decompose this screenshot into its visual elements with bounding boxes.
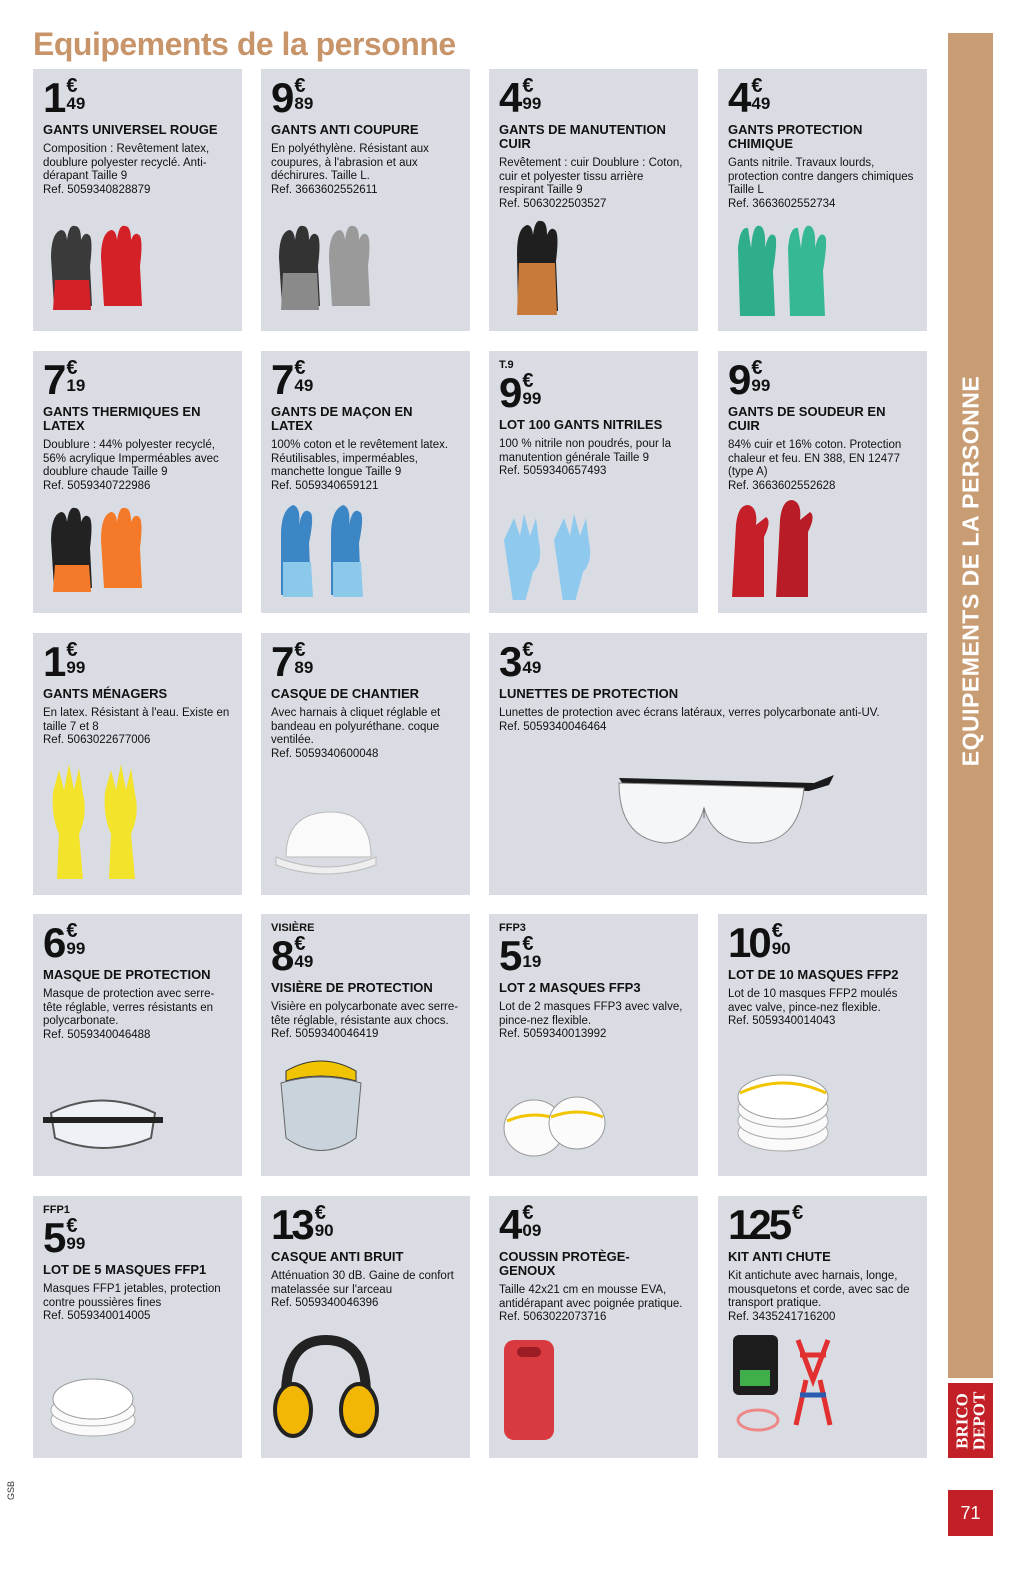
price-integer: 7	[43, 356, 64, 403]
product-badge: T.9	[499, 359, 514, 371]
product-card	[261, 914, 470, 1176]
product-price	[271, 74, 464, 121]
product-card	[261, 351, 470, 613]
price-integer: 6	[43, 919, 64, 966]
kneeling-pad-icon	[499, 1335, 559, 1450]
product-name: GANTS DE MAÇON EN LATEX	[271, 404, 413, 433]
euro-symbol: €	[522, 370, 534, 392]
price-cents: 99	[66, 658, 86, 677]
price-cents: 89	[294, 658, 314, 677]
gloves-grey-icon	[271, 218, 381, 323]
page-number: 71	[948, 1490, 993, 1536]
product-reference: Ref. 5059340722986	[43, 479, 151, 492]
product-description: Lunettes de protection avec écrans latéraux, verres polycarbonate anti-UV.	[499, 707, 880, 719]
product-name: VISIÈRE DE PROTECTION	[271, 980, 433, 995]
product-description: Masques FFP1 jetables, protection contre poussières fines	[43, 1283, 221, 1309]
gloves-orange-icon	[43, 500, 153, 605]
product-name: CASQUE ANTI BRUIT	[271, 1249, 404, 1264]
product-price	[728, 1201, 921, 1248]
product-card	[33, 1196, 242, 1458]
product-name: GANTS UNIVERSEL ROUGE	[43, 122, 218, 137]
euro-symbol: €	[66, 1215, 78, 1237]
logo-line-1: BRICO	[952, 1392, 972, 1449]
price-integer: 9	[271, 74, 292, 121]
product-price	[728, 919, 921, 966]
product-reference: Ref. 5063022503527	[499, 197, 607, 210]
product-card	[261, 633, 470, 895]
product-badge: FFP1	[43, 1204, 70, 1216]
product-description: Avec harnais à cliquet réglable et bandeau en polyuréthane. coque ventilée.	[271, 707, 441, 746]
product-price	[43, 919, 236, 966]
product-card	[33, 351, 242, 613]
product-card	[489, 914, 698, 1176]
product-name: LOT DE 5 MASQUES FFP1	[43, 1262, 207, 1277]
price-cents: 99	[66, 939, 86, 958]
product-name: GANTS ANTI COUPURE	[271, 122, 419, 137]
euro-symbol: €	[522, 933, 534, 955]
product-name: LUNETTES DE PROTECTION	[499, 686, 679, 701]
price-integer: 4	[499, 74, 520, 121]
gloves-yellow-icon	[43, 762, 153, 887]
price-cents: 49	[294, 952, 314, 971]
price-integer: 9	[499, 369, 520, 416]
euro-symbol: €	[294, 933, 306, 955]
product-name: COUSSIN PROTÈGE-GENOUX	[499, 1249, 630, 1278]
product-price	[499, 932, 692, 979]
euro-symbol: €	[751, 75, 763, 97]
mask-ffp1-icon	[43, 1365, 143, 1450]
product-description: Atténuation 30 dB. Gaine de confort matelassée sur l'arceau	[271, 1270, 454, 1296]
price-cents: 49	[66, 94, 86, 113]
product-card	[718, 1196, 927, 1458]
product-reference: Ref. 5059340659121	[271, 479, 379, 492]
product-reference: Ref. 5059340014043	[728, 1015, 836, 1027]
product-description: Gants nitrile. Travaux lourds, protection contre dangers chimiques Taille L	[728, 157, 914, 196]
mask-stack-icon	[728, 1063, 838, 1168]
page-title: Equipements de la personne	[33, 26, 456, 62]
product-price	[728, 356, 921, 403]
product-price	[43, 74, 236, 121]
side-code: GSB	[6, 1480, 16, 1500]
price-cents: 09	[522, 1221, 542, 1240]
product-reference: Ref. 5063022073716	[499, 1311, 607, 1323]
price-integer: 1	[43, 74, 64, 121]
product-reference: Ref. 5059340046396	[271, 1297, 379, 1309]
product-price	[271, 356, 464, 403]
gloves-nitrile-icon	[499, 510, 609, 605]
product-description: Kit antichute avec harnais, longe, mousquetons et corde, avec sac de transport pratique.	[728, 1270, 910, 1309]
product-price	[271, 1201, 464, 1248]
product-description: 100 % nitrile non poudrés, pour la manutention générale Taille 9	[499, 438, 671, 464]
brand-logo	[948, 1383, 993, 1458]
product-card	[261, 1196, 470, 1458]
product-description: Composition : Revêtement latex, doublure polyester recyclé. Anti-dérapant Taille 9	[43, 143, 210, 182]
product-name: GANTS PROTECTION CHIMIQUE	[728, 122, 863, 151]
product-name: GANTS THERMIQUES EN LATEX	[43, 404, 201, 433]
price-integer: 4	[499, 1201, 520, 1248]
product-description: Lot de 2 masques FFP3 avec valve, pince-nez flexible.	[499, 1001, 683, 1027]
product-card	[33, 914, 242, 1176]
glove-leather-icon	[499, 218, 579, 323]
price-integer: 125	[728, 1201, 790, 1248]
side-band	[948, 33, 993, 1378]
product-description: En polyéthylène. Résistant aux coupures, à l'abrasion et aux déchirures. Taille L.	[271, 143, 429, 182]
gloves-blue-icon	[271, 500, 381, 605]
product-name: LOT 100 GANTS NITRILES	[499, 417, 663, 432]
price-cents: 49	[751, 94, 771, 113]
price-cents: 89	[294, 94, 314, 113]
product-description: Doublure : 44% polyester recyclé, 56% acrylique Imperméables avec doublure chaude Taille 9	[43, 439, 219, 478]
face-shield-icon	[271, 1053, 371, 1168]
product-description: Masque de protection avec serre-tête réglable, verres résistants en polycarbonate.	[43, 988, 215, 1027]
price-integer: 8	[271, 932, 292, 979]
price-integer: 13	[271, 1201, 312, 1248]
product-price	[271, 638, 464, 685]
euro-symbol: €	[66, 357, 78, 379]
price-cents: 19	[522, 952, 542, 971]
product-price	[499, 638, 921, 685]
product-reference: Ref. 3663602552628	[728, 479, 836, 492]
euro-symbol: €	[751, 357, 763, 379]
product-reference: Ref. 3663602552734	[728, 197, 836, 210]
product-reference: Ref. 5059340046488	[43, 1028, 151, 1041]
euro-symbol: €	[294, 357, 306, 379]
product-name: LOT 2 MASQUES FFP3	[499, 980, 641, 995]
product-reference: Ref. 5059340046419	[271, 1028, 379, 1040]
euro-symbol: €	[771, 920, 783, 942]
product-card	[489, 351, 698, 613]
logo-line-2: DEPOT	[969, 1391, 989, 1450]
product-description: Lot de 10 masques FFP2 moulés avec valve, pince-nez flexible.	[728, 988, 898, 1014]
euro-symbol: €	[66, 75, 78, 97]
harness-kit-icon	[728, 1325, 848, 1450]
price-cents: 99	[522, 389, 542, 408]
euro-symbol: €	[522, 75, 534, 97]
gloves-green-icon	[728, 218, 838, 323]
goggles-icon	[43, 1083, 163, 1168]
product-description: Taille 42x21 cm en mousse EVA, antidérapant avec poignée pratique.	[499, 1284, 683, 1310]
product-price	[499, 369, 692, 416]
product-name: CASQUE DE CHANTIER	[271, 686, 420, 701]
price-integer: 3	[499, 638, 520, 685]
product-price	[271, 932, 464, 979]
gloves-red-icon	[43, 218, 153, 323]
product-card	[489, 1196, 698, 1458]
product-price	[43, 638, 236, 685]
price-integer: 10	[728, 919, 769, 966]
product-card	[489, 633, 927, 895]
price-integer: 4	[728, 74, 749, 121]
product-description: Visière en polycarbonate avec serre-tête réglable, résistante aux chocs.	[271, 1001, 459, 1027]
product-description: En latex. Résistant à l'eau. Existe en taille 7 et 8	[43, 707, 230, 733]
product-card	[33, 633, 242, 895]
euro-symbol: €	[314, 1202, 326, 1224]
price-integer: 1	[43, 638, 64, 685]
price-integer: 5	[43, 1214, 64, 1261]
product-name: GANTS MÉNAGERS	[43, 686, 168, 701]
price-cents: 49	[294, 376, 314, 395]
price-cents: 99	[751, 376, 771, 395]
product-name: MASQUE DE PROTECTION	[43, 967, 211, 982]
product-price	[43, 356, 236, 403]
product-name: KIT ANTI CHUTE	[728, 1249, 831, 1264]
product-reference: Ref. 5059340657493	[499, 465, 607, 477]
hard-hat-icon	[271, 802, 381, 887]
product-reference: Ref. 5059340046464	[499, 720, 607, 733]
price-integer: 7	[271, 638, 292, 685]
product-card	[718, 914, 927, 1176]
product-name: GANTS DE MANUTENTION CUIR	[499, 122, 666, 151]
product-price	[499, 74, 692, 121]
gloves-welder-icon	[728, 500, 828, 605]
mask-ffp3-icon	[499, 1083, 609, 1168]
product-reference: Ref. 5059340013992	[499, 1028, 607, 1040]
euro-symbol: €	[294, 639, 306, 661]
safety-glasses-icon	[589, 753, 839, 878]
product-badge: VISIÈRE	[271, 922, 315, 934]
price-cents: 49	[522, 658, 542, 677]
product-card	[489, 69, 698, 331]
price-cents: 99	[66, 1234, 86, 1253]
product-badge: FFP3	[499, 922, 526, 934]
euro-symbol: €	[522, 1202, 534, 1224]
product-reference: Ref. 5063022677006	[43, 734, 151, 746]
ear-muffs-icon	[271, 1335, 381, 1450]
product-name: GANTS DE SOUDEUR EN CUIR	[728, 404, 886, 433]
price-cents: 19	[66, 376, 86, 395]
euro-symbol: €	[66, 920, 78, 942]
product-price	[728, 74, 921, 121]
side-title: EQUIPEMENTS DE LA PERSONNE	[957, 375, 983, 767]
price-cents: 90	[771, 939, 791, 958]
euro-symbol: €	[522, 639, 534, 661]
euro-symbol: €	[792, 1202, 804, 1224]
euro-symbol: €	[66, 639, 78, 661]
product-card	[718, 351, 927, 613]
product-card	[261, 69, 470, 331]
price-integer: 7	[271, 356, 292, 403]
product-description: 100% coton et le revêtement latex. Réutilisables, imperméables, manchette longue Taille 9	[271, 439, 449, 478]
product-reference: Ref. 5059340014005	[43, 1310, 151, 1322]
price-cents: 99	[522, 94, 542, 113]
price-integer: 5	[499, 932, 520, 979]
euro-symbol: €	[294, 75, 306, 97]
product-reference: Ref. 3435241716200	[728, 1310, 836, 1323]
product-description: Revêtement : cuir Doublure : Coton, cuir et polyester tissu arrière respirant Taille 9	[499, 157, 683, 196]
product-reference: Ref. 5059340828879	[43, 183, 151, 196]
price-integer: 9	[728, 356, 749, 403]
product-name: LOT DE 10 MASQUES FFP2	[728, 967, 899, 982]
product-card	[718, 69, 927, 331]
product-card	[33, 69, 242, 331]
product-description: 84% cuir et 16% coton. Protection chaleur et feu. EN 388, EN 12477 (type A)	[728, 439, 902, 478]
product-price	[43, 1214, 236, 1261]
product-reference: Ref. 3663602552611	[271, 183, 378, 196]
product-price	[499, 1201, 692, 1248]
product-reference: Ref. 5059340600048	[271, 747, 379, 760]
price-cents: 90	[314, 1221, 334, 1240]
